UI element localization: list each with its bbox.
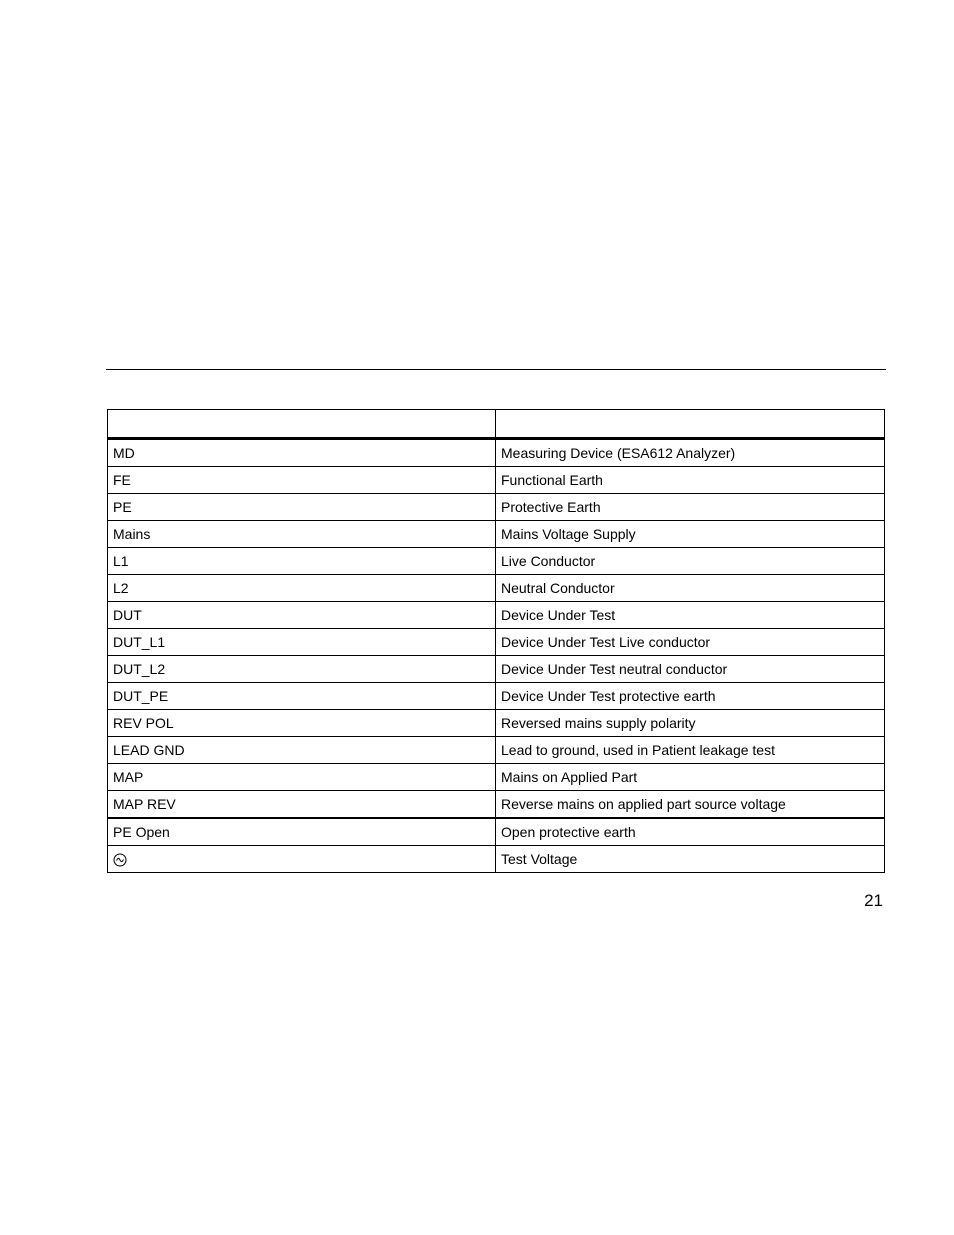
table-header-row (108, 410, 885, 439)
page-number: 21 (864, 891, 883, 910)
term-cell: MAP (108, 764, 496, 791)
term-cell: L1 (108, 548, 496, 575)
term-cell: L2 (108, 575, 496, 602)
table-row (108, 575, 885, 602)
table-row (108, 467, 885, 494)
term-cell: PE Open (108, 818, 496, 846)
header-term (108, 410, 496, 439)
term-cell: DUT_PE (108, 683, 496, 710)
term-cell: LEAD GND (108, 737, 496, 764)
definition-cell: Lead to ground, used in Patient leakage test (496, 737, 885, 764)
table-row (108, 521, 885, 548)
definition-cell: Device Under Test neutral conductor (496, 656, 885, 683)
definition-cell: Protective Earth (496, 494, 885, 521)
table-row (108, 846, 885, 873)
term-cell: REV POL (108, 710, 496, 737)
definition-cell: Test Voltage (496, 846, 885, 873)
table-row (108, 737, 885, 764)
table-row (108, 710, 885, 737)
definition-cell: Device Under Test (496, 602, 885, 629)
table-row (108, 629, 885, 656)
table-row (108, 602, 885, 629)
section-divider (106, 369, 886, 370)
header-definition (496, 410, 885, 439)
table-row (108, 764, 885, 791)
definition-cell: Mains Voltage Supply (496, 521, 885, 548)
definition-cell: Neutral Conductor (496, 575, 885, 602)
definition-cell: Reversed mains supply polarity (496, 710, 885, 737)
table-row (108, 494, 885, 521)
definition-cell: Open protective earth (496, 818, 885, 846)
term-cell: DUT_L2 (108, 656, 496, 683)
term-cell: DUT_L1 (108, 629, 496, 656)
term-cell: MD (108, 439, 496, 467)
term-cell: Mains (108, 521, 496, 548)
definition-cell: Device Under Test protective earth (496, 683, 885, 710)
table-row (108, 656, 885, 683)
term-cell: PE (108, 494, 496, 521)
definition-cell: Mains on Applied Part (496, 764, 885, 791)
test-voltage-icon (113, 853, 127, 867)
definition-cell: Reverse mains on applied part source voltage (496, 791, 885, 819)
abbreviations-table (107, 409, 885, 873)
definition-cell: Device Under Test Live conductor (496, 629, 885, 656)
definition-cell: Live Conductor (496, 548, 885, 575)
table-row (108, 818, 885, 846)
term-cell: FE (108, 467, 496, 494)
definition-cell: Functional Earth (496, 467, 885, 494)
definition-cell: Measuring Device (ESA612 Analyzer) (496, 439, 885, 467)
table-row (108, 439, 885, 467)
term-cell: DUT (108, 602, 496, 629)
table-row (108, 791, 885, 819)
term-cell: MAP REV (108, 791, 496, 819)
term-cell-icon (108, 846, 496, 873)
table-row (108, 683, 885, 710)
table-row (108, 548, 885, 575)
